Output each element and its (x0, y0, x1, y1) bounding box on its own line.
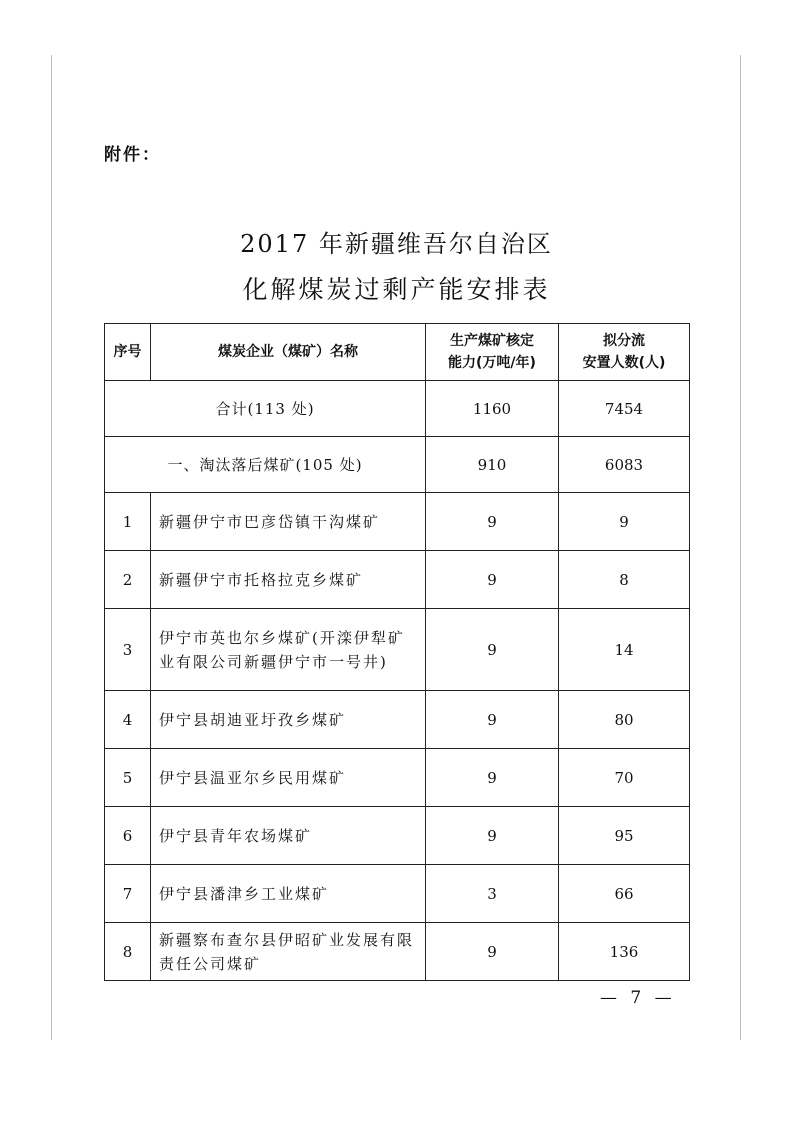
header-staff-line-2: 安置人数(人) (582, 355, 666, 371)
row-staff: 9 (559, 493, 690, 551)
document-title-line-1: 2017 年新疆维吾尔自治区 (240, 230, 553, 258)
table-row (105, 691, 690, 749)
table-header-row (105, 324, 690, 381)
section-capacity: 910 (426, 437, 559, 493)
table-row (105, 865, 690, 923)
table-row (105, 551, 690, 609)
header-staff-line-1: 拟分流 (603, 333, 645, 349)
header-capacity-line-2: 能力(万吨/年) (448, 355, 536, 371)
table-row (105, 609, 690, 691)
header-serial-number: 序号 (105, 324, 151, 381)
row-capacity: 9 (426, 807, 559, 865)
table-row (105, 923, 690, 981)
table-row (105, 749, 690, 807)
attachment-label: 附件： (104, 145, 161, 165)
coal-capacity-plan-table (104, 323, 690, 981)
row-enterprise-name: 新疆伊宁市巴彦岱镇干沟煤矿 (151, 493, 426, 551)
row-staff: 14 (559, 609, 690, 691)
right-margin-line (740, 55, 741, 1040)
row-number: 8 (105, 923, 151, 981)
row-enterprise-name: 伊宁县温亚尔乡民用煤矿 (151, 749, 426, 807)
header-staff-relocation (559, 324, 690, 381)
header-capacity (426, 324, 559, 381)
row-number: 3 (105, 609, 151, 691)
row-number: 5 (105, 749, 151, 807)
total-capacity: 1160 (426, 381, 559, 437)
row-number: 4 (105, 691, 151, 749)
row-staff: 136 (559, 923, 690, 981)
row-enterprise-name: 伊宁市英也尔乡煤矿(开滦伊犁矿业有限公司新疆伊宁市一号井) (151, 609, 426, 691)
row-number: 2 (105, 551, 151, 609)
section-label: 一、淘汰落后煤矿(105 处) (105, 437, 426, 493)
section-row (105, 437, 690, 493)
section-staff: 6083 (559, 437, 690, 493)
row-capacity: 9 (426, 691, 559, 749)
row-capacity: 9 (426, 493, 559, 551)
row-enterprise-name: 伊宁县青年农场煤矿 (151, 807, 426, 865)
total-row (105, 381, 690, 437)
row-capacity: 9 (426, 749, 559, 807)
row-enterprise-name: 伊宁县潘津乡工业煤矿 (151, 865, 426, 923)
row-staff: 95 (559, 807, 690, 865)
header-enterprise-name: 煤炭企业（煤矿）名称 (151, 324, 426, 381)
row-capacity: 3 (426, 865, 559, 923)
row-number: 1 (105, 493, 151, 551)
row-capacity: 9 (426, 609, 559, 691)
row-capacity: 9 (426, 551, 559, 609)
page-number: — 7 — (600, 988, 676, 1008)
table-row (105, 807, 690, 865)
left-margin-line (51, 55, 52, 1040)
row-capacity: 9 (426, 923, 559, 981)
table-row (105, 493, 690, 551)
row-enterprise-name: 新疆察布查尔县伊昭矿业发展有限责任公司煤矿 (151, 923, 426, 981)
row-enterprise-name: 伊宁县胡迪亚圩孜乡煤矿 (151, 691, 426, 749)
total-staff: 7454 (559, 381, 690, 437)
document-title-line-2: 化解煤炭过剩产能安排表 (242, 275, 551, 304)
row-staff: 8 (559, 551, 690, 609)
row-staff: 66 (559, 865, 690, 923)
row-staff: 80 (559, 691, 690, 749)
row-number: 6 (105, 807, 151, 865)
row-enterprise-name: 新疆伊宁市托格拉克乡煤矿 (151, 551, 426, 609)
row-staff: 70 (559, 749, 690, 807)
total-label: 合计(113 处) (105, 381, 426, 437)
row-number: 7 (105, 865, 151, 923)
header-capacity-line-1: 生产煤矿核定 (450, 333, 534, 349)
